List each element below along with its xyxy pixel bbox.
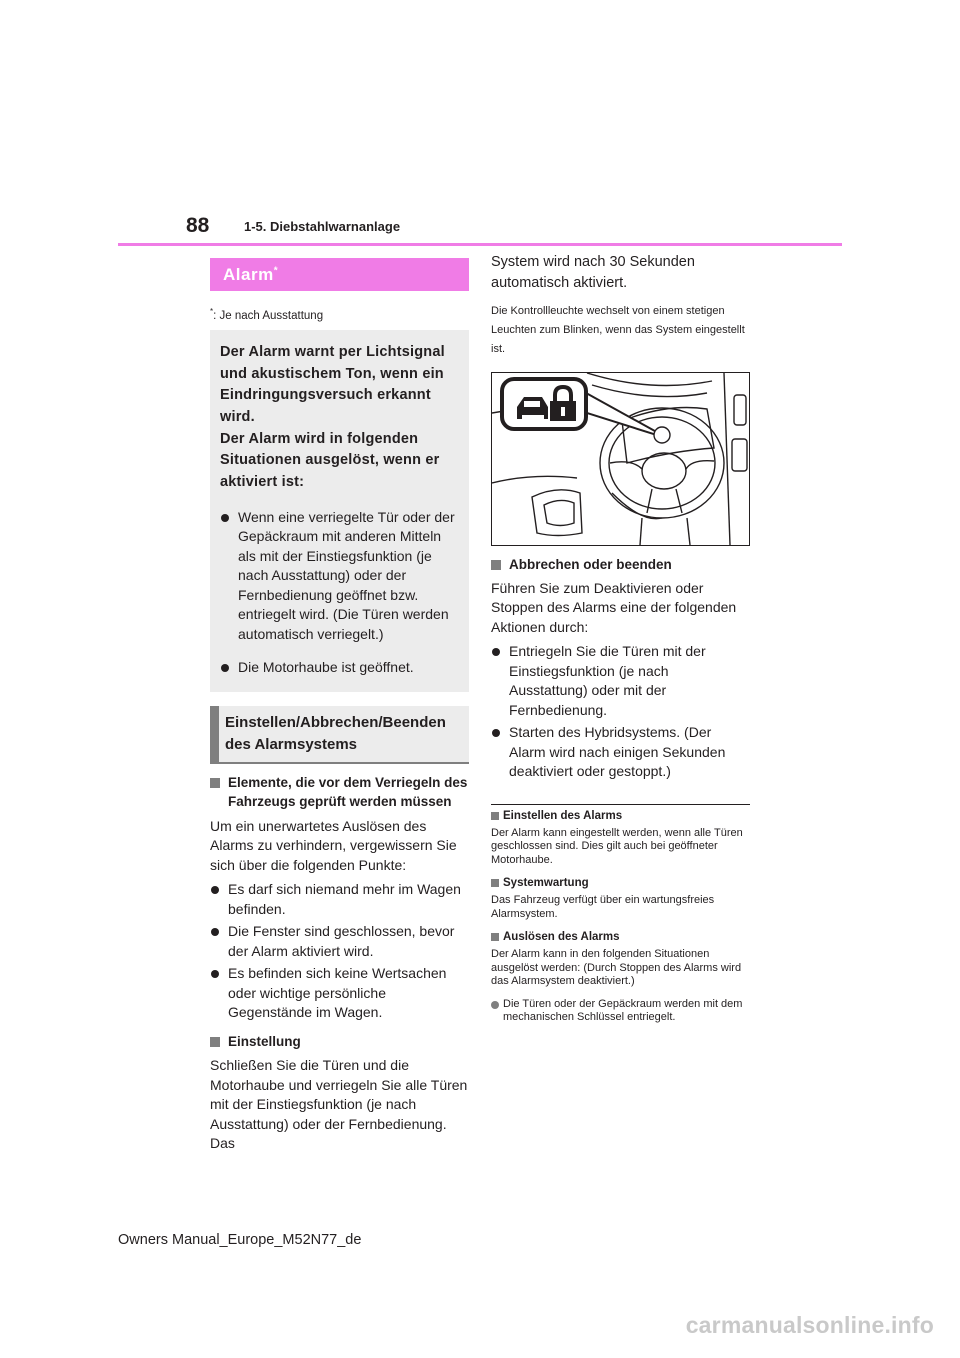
setting-paragraph: Schließen Sie die Türen und die Motorhaube und verriegeln Sie alle Türen mit der Einstiegsfunktion (je nach Ausstattung) oder der Fernbedienung. Das	[210, 1057, 468, 1152]
note-heading: Einstellen des Alarms	[491, 809, 750, 824]
notes-divider	[491, 804, 750, 805]
check-heading: Elemente, die vor dem Verriegeln des Fahrzeugs geprüft werden müssen	[210, 773, 469, 812]
footnote-text: : Je nach Ausstattung	[213, 309, 324, 322]
section-title-bar: Einstellen/Abbrechen/Beenden des Alarmsystems	[210, 706, 469, 764]
note-heading: Auslösen des Alarms	[491, 930, 750, 945]
bullet-dot	[211, 886, 219, 894]
dashboard-illustration	[491, 372, 750, 546]
square-marker-icon	[491, 933, 499, 941]
list-item: Wenn eine verriegelte Tür oder der Gepäckraum mit anderen Mitteln als mit der Einstiegsfunktion (je nach Ausstattung) oder der Fernbedienung geöffnet bzw. entriegelt wird. (Die Türen werden automatisch verriegelt.)	[220, 508, 459, 645]
bullet-dot	[221, 664, 229, 672]
square-marker-icon	[491, 812, 499, 820]
list-item: Die Fenster sind geschlossen, bevor der Alarm aktiviert wird.	[210, 922, 469, 961]
bullet-dot	[492, 729, 500, 737]
cancel-list	[491, 642, 750, 782]
list-item: Starten des Hybridsystems. (Der Alarm wird nach einigen Sekunden deaktiviert oder gestoppt.)	[491, 723, 750, 782]
check-paragraph: Um ein unerwartetes Auslösen des Alarms zu verhindern, vergewissern Sie sich über die folgenden Punkte:	[210, 817, 457, 873]
header-rule	[118, 243, 842, 246]
trigger-list	[220, 508, 459, 678]
bullet-dot	[221, 514, 229, 522]
note-heading: Systemwartung	[491, 876, 750, 891]
note-text: Das Fahrzeug verfügt über ein wartungsfreies Alarmsystem.	[491, 894, 715, 920]
note-bullet: Die Türen oder der Gepäckraum werden mit dem mechanischen Schlüssel entriegelt.	[491, 998, 750, 1025]
footnote-mark: *	[210, 307, 214, 316]
watermark: carmanualsonline.info	[685, 1312, 934, 1338]
list-item: Die Motorhaube ist geöffnet.	[220, 658, 459, 678]
page-number: 88	[186, 214, 210, 237]
check-list	[210, 880, 469, 1023]
alarm-asterisk: *	[273, 265, 279, 277]
cancel-paragraph: Führen Sie zum Deaktivieren oder Stoppen des Alarms eine der folgenden Aktionen durch:	[491, 579, 737, 635]
list-item: Entriegeln Sie die Türen mit der Einstiegsfunktion (je nach Ausstattung) oder mit der Fernbedienung.	[491, 642, 750, 720]
square-marker-icon	[210, 778, 220, 788]
note-text: Der Alarm kann in den folgenden Situationen ausgelöst werden: (Durch Stoppen des Alarms wird das Alarmsystem deaktiviert.)	[491, 948, 742, 987]
alarm-title: Alarm	[223, 265, 274, 284]
indicator-note: Die Kontrollleuchte wechselt von einem stetigen Leuchten zum Blinken, wenn das System eingestellt ist.	[491, 305, 745, 355]
bullet-dot	[492, 648, 500, 656]
left-column	[210, 258, 469, 1154]
note-text: Der Alarm kann eingestellt werden, wenn alle Türen geschlossen sind. Dies gilt auch bei geöffneter Motorhaube.	[491, 826, 743, 866]
square-marker-icon	[491, 879, 499, 887]
alarm-trigger-intro: Der Alarm wird in folgenden Situationen ausgelöst, wenn er aktiviert ist:	[220, 430, 440, 491]
bullet-dot	[491, 1001, 499, 1009]
setting-heading: Einstellung	[210, 1032, 469, 1052]
list-item: Es darf sich niemand mehr im Wagen befinden.	[210, 880, 469, 919]
continuation-paragraph: System wird nach 30 Sekunden automatisch aktiviert.	[491, 254, 695, 291]
square-marker-icon	[491, 560, 501, 570]
bullet-dot	[211, 970, 219, 978]
cancel-heading: Abbrechen oder beenden	[491, 555, 750, 575]
manual-footer: Owners Manual_Europe_M52N77_de	[118, 1232, 362, 1248]
footnote	[210, 307, 469, 322]
alarm-intro: Der Alarm warnt per Lichtsignal und akustischem Ton, wenn ein Eindringungsversuch erkannt wird.	[220, 343, 445, 425]
section-heading: 1-5. Diebstahlwarnanlage	[244, 219, 401, 234]
list-item: Es befinden sich keine Wertsachen oder wichtige persönliche Gegenstände im Wagen.	[210, 964, 469, 1023]
bullet-dot	[211, 928, 219, 936]
security-indicator-illustration	[492, 373, 749, 545]
right-column	[491, 252, 750, 1025]
square-marker-icon	[210, 1037, 220, 1047]
alarm-summary-box	[210, 330, 469, 692]
alarm-title-bar	[210, 258, 469, 291]
